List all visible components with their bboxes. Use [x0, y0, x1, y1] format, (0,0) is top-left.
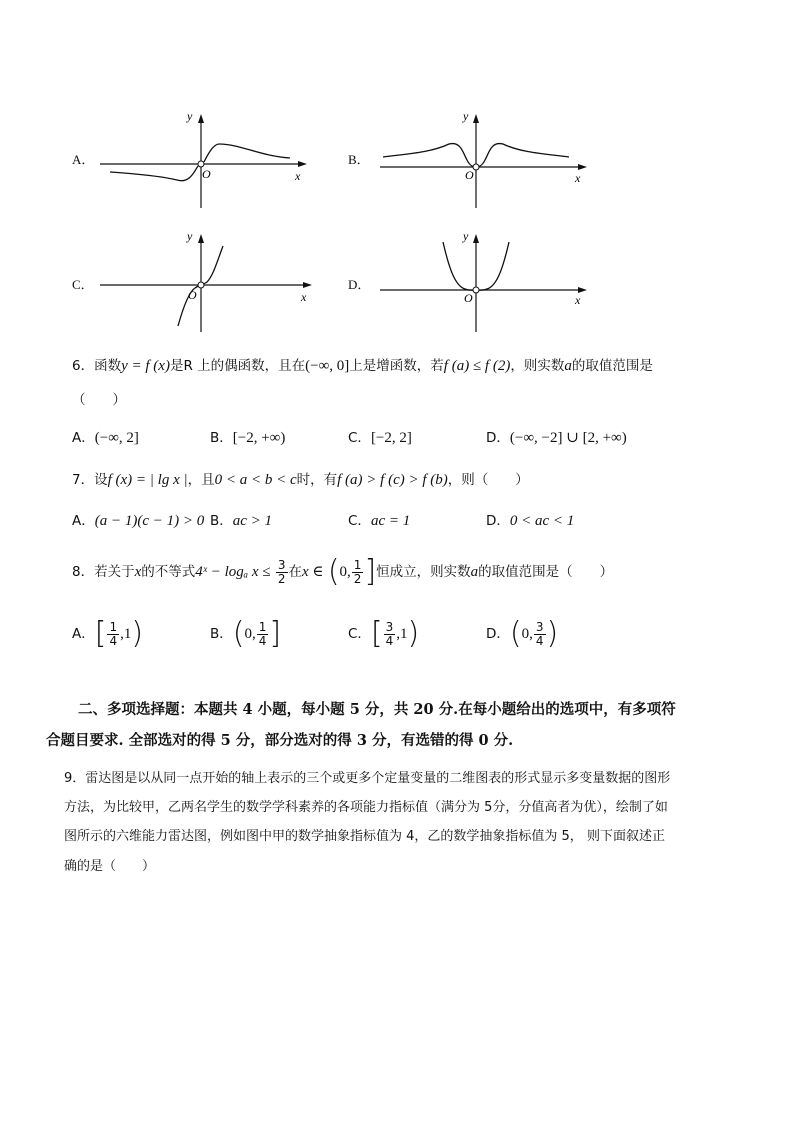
graph-a-origin-label: O — [202, 167, 211, 181]
question-9-line-1: 9．雷达图是以从同一点开始的轴上表示的三个或更多个定量变量的二维图表的形式显示多变量数据的图形 — [64, 771, 671, 786]
graph-a — [95, 108, 310, 208]
q8-option-b: B．(0, $\frac{1}{4}$ ] — [210, 616, 282, 651]
question-8: 8．若关于x的不等式4ˣ − logₐ x ≤ $\frac{3}{2}$ 在x ∈ (0, $\frac{1}{2}$ ]恒成立，则实数a的取值范围是（ ） — [72, 554, 614, 589]
question-9-line-3: 图所示的六维能力雷达图，例如图中甲的数学抽象指标值为 4，乙的数学抽象指标值为 5， 则下面叙述正 — [64, 829, 665, 844]
q7-option-c: C．ac = 1 — [348, 513, 411, 529]
q7-option-d: D．0 < ac < 1 — [486, 513, 575, 529]
question-9-line-2: 方法，为比较甲，乙两名学生的数学学科素养的各项能力指标值（满分为 5分，分值高者为优），绘制了如 — [64, 800, 668, 815]
graph-b — [375, 108, 590, 208]
question-6-paren: （ ） — [72, 392, 126, 408]
q8-option-d: D．(0, $\frac{3}{4}$ ) — [486, 616, 559, 651]
q7-option-a: A．(a − 1)(c − 1) > 0 — [72, 513, 205, 529]
q6-option-a: A．(−∞, 2] — [72, 430, 139, 446]
section-2-heading-line-2: 合题目要求. 全部选对的得 5 分，部分选对的得 3 分，有选错的得 0 分. — [46, 732, 514, 749]
graph-d-origin-label: O — [464, 291, 473, 305]
graph-b-x-label: x — [575, 171, 581, 185]
question-6: 6．函数y = f (x)是R 上的偶函数，且在(−∞, 0]上是增函数，若f (a) ≤ f (2)，则实数a的取值范围是 — [72, 358, 653, 374]
graph-d-y-label: y — [463, 229, 469, 243]
option-c-label: C． — [72, 277, 94, 292]
graph-c — [95, 228, 315, 333]
q6-option-d: D．(−∞, −2] ∪ [2, +∞) — [486, 430, 627, 446]
q8-option-c: C．[ $\frac{3}{4}$ ,1) — [348, 616, 420, 651]
q7-option-b: B．ac > 1 — [210, 513, 273, 529]
graph-d-x-label: x — [575, 293, 581, 307]
section-2-heading-line-1: 二、多项选择题：本题共 4 小题，每小题 5 分，共 20 分.在每小题给出的选项中，有多项符 — [78, 701, 676, 718]
graph-a-y-label: y — [187, 109, 193, 123]
graph-a-x-label: x — [295, 169, 301, 183]
q8-option-a: A．[ $\frac{1}{4}$ ,1) — [72, 616, 144, 651]
option-d-label: D． — [348, 277, 371, 292]
graph-c-y-label: y — [187, 229, 193, 243]
question-9-line-4: 确的是（ ） — [64, 859, 156, 874]
graph-c-origin-label: O — [188, 288, 197, 302]
graph-c-x-label: x — [301, 290, 307, 304]
question-7: 7．设f (x) = | lg x |，且0 < a < b < c时，有f (a) > f (c) > f (b)，则（ ） — [72, 472, 529, 488]
option-b-label: B． — [348, 152, 370, 167]
graph-b-origin-label: O — [465, 168, 474, 182]
q6-option-b: B．[−2, +∞) — [210, 430, 286, 446]
graph-d — [375, 228, 590, 333]
q6-option-c: C．[−2, 2] — [348, 430, 412, 446]
option-a-label: A． — [72, 152, 95, 167]
graph-b-y-label: y — [463, 109, 469, 123]
